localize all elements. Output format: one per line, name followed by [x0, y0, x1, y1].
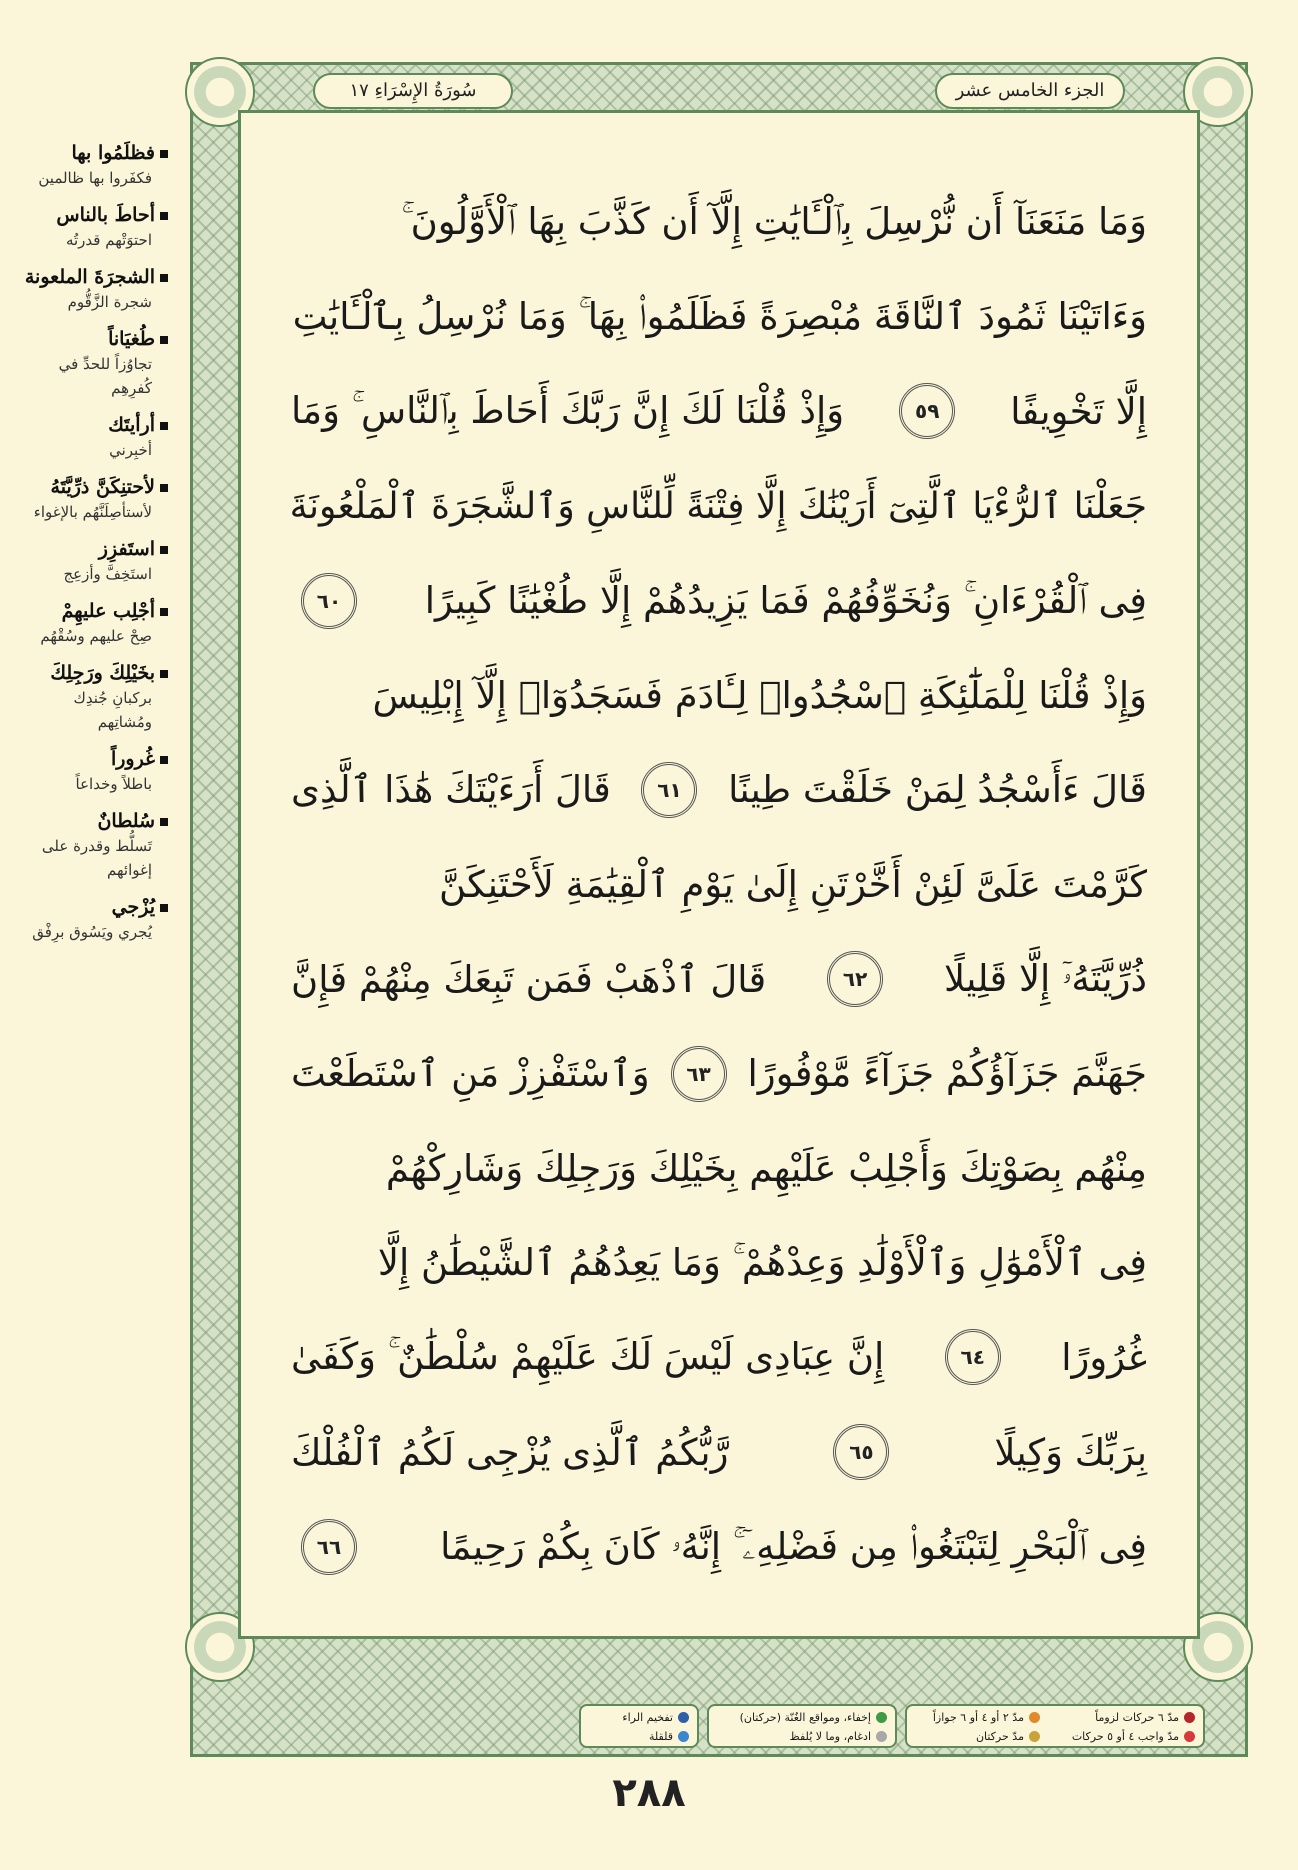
glossary-definition: صِحْ عليهم وسُقْهُم: [40, 627, 152, 645]
glossary-entry: [18, 598, 168, 648]
verse-text: وَٱسْتَفْزِزْ مَنِ ٱسْتَطَعْتَ: [291, 1052, 650, 1096]
bullet-square-icon: [160, 484, 168, 492]
text-line: [291, 743, 1147, 838]
verse-text: فِى ٱلْأَمْوَٰلِ وَٱلْأَوْلَٰدِ وَعِدْهُمْ ۚ وَمَا يَعِدُهُمُ ٱلشَّيْطَٰنُ إِلَّا: [377, 1240, 1147, 1284]
glossary-definition: لأستأصِلَنَّهُم بالإغواء: [33, 503, 152, 521]
verse-text: كَرَّمْتَ عَلَىَّ لَئِنْ أَخَّرْتَنِ إِلَىٰ يَوْمِ ٱلْقِيَٰمَةِ لَأَحْتَنِكَنَّ: [439, 862, 1147, 906]
glossary-entry: [18, 746, 168, 796]
legend-box-tafkhim: [579, 1704, 699, 1748]
glossary-term-text: لأحتنِكَنَّ ذرِّيَّتَهُ: [50, 476, 155, 498]
legend-item: [589, 1727, 689, 1746]
verse-text: بِرَبِّكَ وَكِيلًا: [994, 1430, 1147, 1474]
verse-number-marker: ٦٢: [827, 951, 883, 1007]
glossary-entry: [18, 326, 168, 400]
bullet-square-icon: [160, 150, 168, 158]
bullet-square-icon: [160, 904, 168, 912]
bullet-square-icon: [160, 608, 168, 616]
text-line: [291, 1216, 1147, 1311]
surah-header: سُورَةُ الإِسْرَاءِ ١٧: [313, 73, 513, 109]
verse-text: وَإِذْ قُلْنَا لِلْمَلَٰٓئِكَةِ ٱسْجُدُوا۟ لِـَٔادَمَ فَسَجَدُوٓا۟ إِلَّآ إِبْلِيسَ: [372, 673, 1147, 717]
glossary-term-text: بخَيْلِكَ ورَجِلِكَ: [50, 662, 155, 684]
legend-item: [717, 1708, 887, 1727]
glossary-definition: تجاوُزاً للحدِّ في كُفرِهِم: [58, 355, 152, 397]
text-line: [291, 648, 1147, 743]
glossary-entry: [18, 412, 168, 462]
verse-text: وَإِذْ قُلْنَا لَكَ إِنَّ رَبَّكَ أَحَاطَ بِٱلنَّاسِ ۚ وَمَا: [291, 389, 845, 433]
text-line: [291, 270, 1147, 365]
legend-label: مدّ واجب ٤ أو ٥ حركات: [1071, 1730, 1179, 1743]
page-frame: [190, 62, 1248, 1757]
glossary-definition: يُجري ويَسُوق برِفْق: [32, 923, 152, 941]
verse-text: جَهَنَّمَ جَزَآؤُكُمْ جَزَآءً مَّوْفُورًا: [747, 1052, 1147, 1096]
verse-text: إِلَّا تَخْوِيفًا: [1010, 389, 1147, 433]
glossary-entry: [18, 140, 168, 190]
glossary-term: [18, 536, 168, 562]
bullet-square-icon: [160, 274, 168, 282]
bullet-square-icon: [160, 546, 168, 554]
bullet-square-icon: [160, 212, 168, 220]
verse-number-marker: ٦٣: [671, 1046, 727, 1102]
glossary-term: [18, 894, 168, 920]
glossary-definition: تَسلُّط وقدرة على إغوائهم: [41, 837, 152, 879]
text-line: [291, 175, 1147, 270]
legend-label: إخفاء، ومواقع الغُنّة (حركتان): [739, 1711, 871, 1724]
glossary-entry: [18, 894, 168, 944]
legend-box-ikhfa: [707, 1704, 897, 1748]
glossary-term-text: غُروراً: [110, 748, 155, 770]
glossary-term-text: طُغيَاناً: [108, 328, 155, 350]
verse-text: رَّبُّكُمُ ٱلَّذِى يُزْجِى لَكُمُ ٱلْفُلْكَ: [291, 1430, 729, 1474]
legend-label: ادغام، وما لا يُلفظ: [789, 1730, 871, 1743]
verse-number-marker: ٦٥: [833, 1424, 889, 1480]
glossary-term-text: استَفزِز: [98, 538, 155, 560]
quran-text: [291, 175, 1147, 1594]
text-line: [291, 1121, 1147, 1216]
glossary-entry: [18, 808, 168, 882]
glossary-definition: فكفَروا بها ظالمين: [38, 169, 152, 187]
text-line: [291, 1499, 1147, 1594]
legend-label: تفخيم الراء: [622, 1711, 673, 1724]
glossary-term: [18, 140, 168, 166]
glossary-entry: [18, 660, 168, 734]
legend-label: مدّ ٢ أو ٤ أو ٦ جوازاً: [932, 1711, 1024, 1724]
legend-item: [717, 1727, 887, 1746]
legend-label: مدّ ٦ حركات لزوماً: [1095, 1711, 1179, 1724]
verse-text: قَالَ أَرَءَيْتَكَ هَٰذَا ٱلَّذِى: [291, 768, 611, 812]
verse-number-marker: ٥٩: [899, 383, 955, 439]
glossary-term: [18, 264, 168, 290]
verse-text: غُرُورًا: [1061, 1335, 1147, 1379]
verse-text: ذُرِّيَّتَهُۥٓ إِلَّا قَلِيلًا: [944, 957, 1147, 1001]
glossary-term: [18, 412, 168, 438]
glossary-entry: [18, 264, 168, 314]
color-dot-icon: [678, 1712, 689, 1723]
glossary-term-text: يُزْجي: [111, 896, 155, 918]
glossary-definition: باطلاً وخداعاً: [75, 775, 152, 793]
verse-text: وَءَاتَيْنَا ثَمُودَ ٱلنَّاقَةَ مُبْصِرَةً فَظَلَمُوا۟ بِهَا ۚ وَمَا نُرْسِلُ بِٱلْـَٔايَٰتِ: [292, 294, 1147, 338]
glossary-term: [18, 326, 168, 352]
text-panel: [238, 110, 1200, 1639]
glossary-definition: شجرة الزَّقُّوم: [67, 293, 152, 311]
glossary-term-text: أرأيتَك: [108, 414, 155, 436]
glossary-entry: [18, 536, 168, 586]
glossary-term: [18, 474, 168, 500]
legend-label: قلقلة: [648, 1730, 673, 1743]
verse-text: قَالَ ٱذْهَبْ فَمَن تَبِعَكَ مِنْهُمْ فَإِنَّ: [291, 957, 767, 1001]
verse-number-marker: ٦١: [641, 762, 697, 818]
legend-label: مدّ حركتان: [975, 1730, 1024, 1743]
glossary-term: [18, 746, 168, 772]
verse-text: فِى ٱلْقُرْءَانِ ۚ وَنُخَوِّفُهُمْ فَمَا يَزِيدُهُمْ إِلَّا طُغْيَٰنًا كَبِيرًا: [424, 578, 1147, 622]
text-line: [291, 553, 1147, 648]
legend-box-madd: [905, 1704, 1205, 1748]
verse-text: مِنْهُم بِصَوْتِكَ وَأَجْلِبْ عَلَيْهِم بِخَيْلِكَ وَرَجِلِكَ وَشَارِكْهُمْ: [385, 1146, 1147, 1190]
color-dot-icon: [1029, 1712, 1040, 1723]
glossary-term: [18, 598, 168, 624]
verse-text: إِنَّ عِبَادِى لَيْسَ لَكَ عَلَيْهِمْ سُلْطَٰنٌ ۚ وَكَفَىٰ: [291, 1335, 885, 1379]
glossary-term: [18, 660, 168, 686]
glossary-definition: بركبانِ جُندِك ومُشاتِهم: [73, 689, 152, 731]
legend-item: [915, 1708, 1040, 1727]
legend-item: [1054, 1727, 1195, 1746]
bullet-square-icon: [160, 818, 168, 826]
bullet-square-icon: [160, 756, 168, 764]
color-dot-icon: [1029, 1731, 1040, 1742]
glossary-term-text: أحاطَ بالناس: [56, 204, 155, 226]
text-line: [291, 837, 1147, 932]
bullet-square-icon: [160, 422, 168, 430]
glossary-term-text: فظلَمُوا بها: [71, 142, 155, 164]
margin-glossary: [18, 140, 168, 956]
verse-number-marker: ٦٦: [301, 1519, 357, 1575]
verse-text: جَعَلْنَا ٱلرُّءْيَا ٱلَّتِىٓ أَرَيْنَٰكَ إِلَّا فِتْنَةً لِّلنَّاسِ وَٱلشَّجَرَةَ ٱلْمَلْعُونَةَ: [289, 485, 1147, 527]
verse-text: وَمَا مَنَعَنَآ أَن نُّرْسِلَ بِٱلْـَٔايَٰتِ إِلَّآ أَن كَذَّبَ بِهَا ٱلْأَوَّلُونَ ۚ: [401, 200, 1147, 244]
legend-item: [589, 1708, 689, 1727]
verse-number-marker: ٦٤: [945, 1329, 1001, 1385]
color-dot-icon: [876, 1712, 887, 1723]
glossary-term-text: سُلطانٌ: [97, 810, 155, 832]
text-line: [291, 459, 1147, 554]
glossary-definition: احتوَتْهم قدرتُه: [65, 231, 152, 249]
verse-number-marker: ٦٠: [301, 573, 357, 629]
text-line: [291, 932, 1147, 1027]
glossary-definition: استَخِفَّ وأزعِج: [63, 565, 152, 583]
text-line: [291, 1405, 1147, 1500]
text-line: [291, 1026, 1147, 1121]
verse-text: فِى ٱلْبَحْرِ لِتَبْتَغُوا۟ مِن فَضْلِهِۦٓ ۚ إِنَّهُۥ كَانَ بِكُمْ رَحِيمًا: [440, 1524, 1147, 1568]
color-dot-icon: [1184, 1712, 1195, 1723]
juz-header: الجزء الخامس عشر: [935, 73, 1125, 109]
legend-item: [915, 1727, 1040, 1746]
glossary-term-text: أجْلِب عليهِمْ: [61, 600, 155, 622]
glossary-entry: [18, 202, 168, 252]
tajweed-legend: [235, 1704, 1205, 1748]
glossary-entry: [18, 474, 168, 524]
glossary-term-text: الشجرَةَ الملعونة: [24, 266, 155, 288]
bullet-square-icon: [160, 670, 168, 678]
bullet-square-icon: [160, 336, 168, 344]
color-dot-icon: [876, 1731, 887, 1742]
legend-item: [1054, 1708, 1195, 1727]
color-dot-icon: [678, 1731, 689, 1742]
text-line: [291, 364, 1147, 459]
color-dot-icon: [1184, 1731, 1195, 1742]
glossary-term: [18, 808, 168, 834]
text-line: [291, 1310, 1147, 1405]
glossary-definition: أخبِرني: [109, 441, 152, 459]
page-number: ٢٨٨: [612, 1770, 686, 1816]
verse-text: قَالَ ءَأَسْجُدُ لِمَنْ خَلَقْتَ طِينًا: [728, 768, 1147, 812]
glossary-term: [18, 202, 168, 228]
